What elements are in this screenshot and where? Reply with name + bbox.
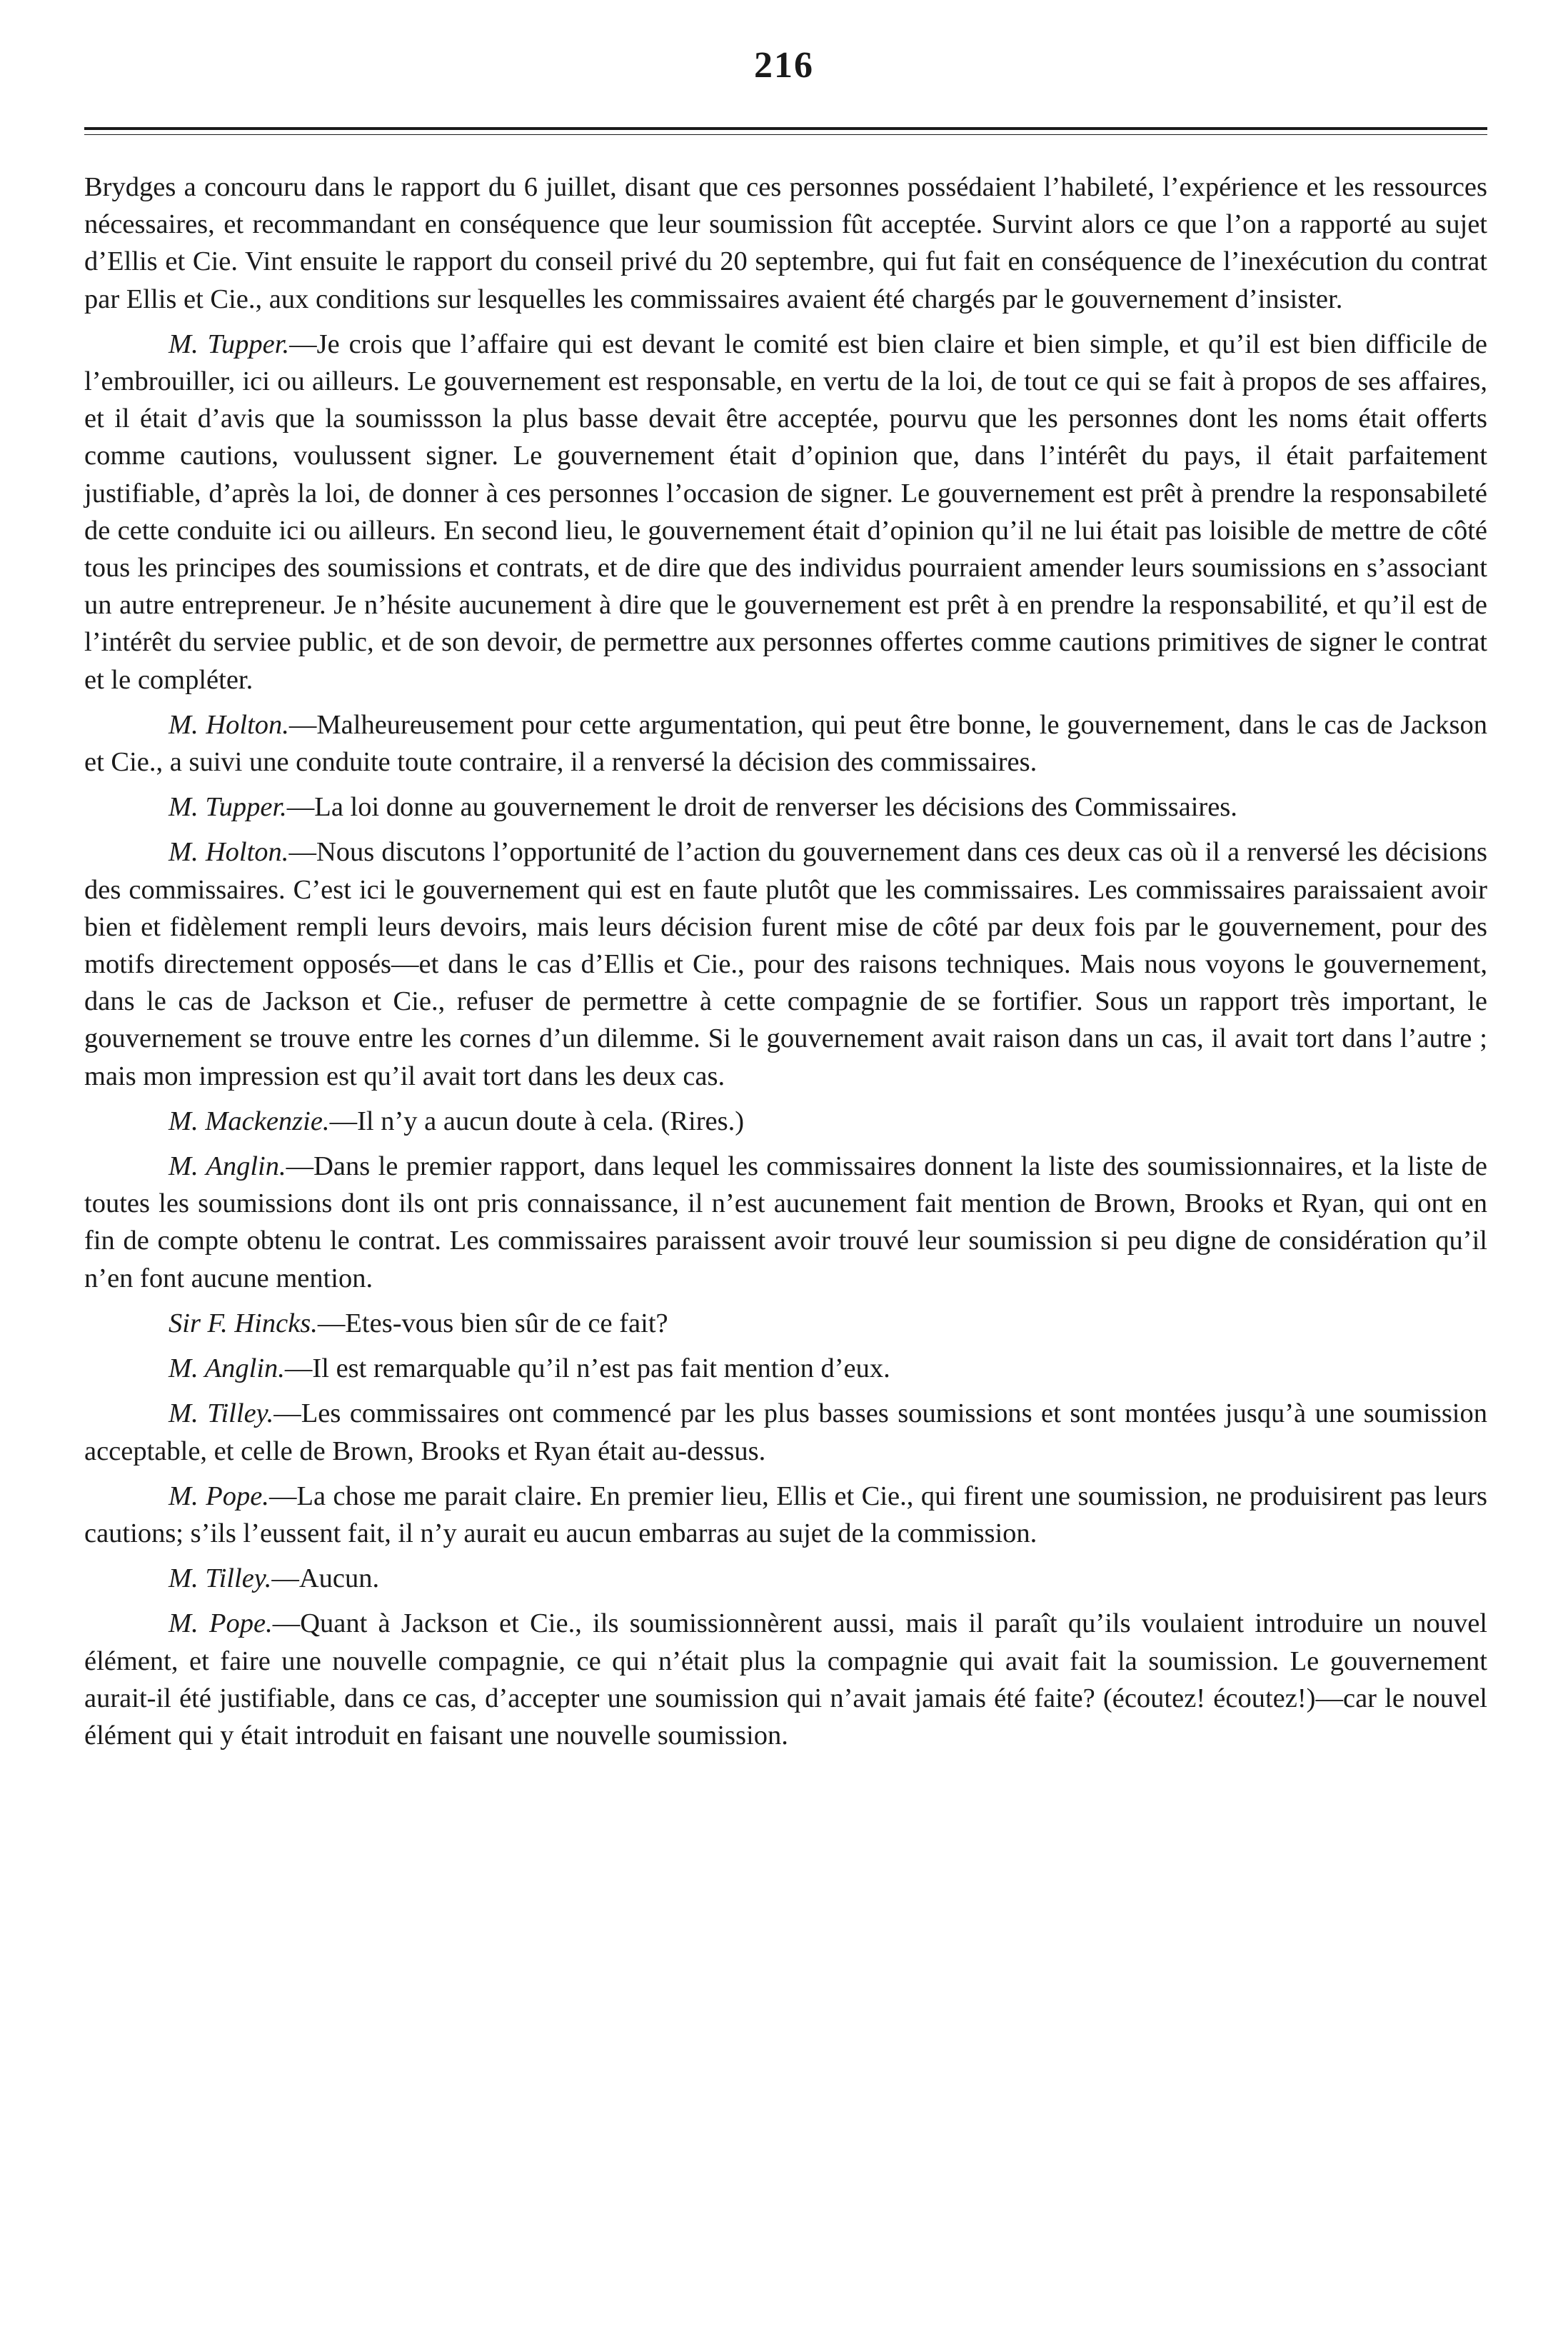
paragraph-text: —Nous discutons l’opportunité de l’action du gouvernement dans ces deux cas où il a renversé les décisions des commissaires. C’est ici le gouvernement qui est en faute plutôt que les commissaires. Les commissaires paraissaient avoir bien et fidèlement rempli leurs devoirs, mais leurs décision furent mise de côté par deux fois par le gouvernement, pour des motifs directement opposés—et dans le cas d’Ellis et Cie., pour des raisons techniques. Mais nous voyons le gouvernement, dans le cas de Jackson et Cie., refuser de permettre à cette compagnie de se fortifier. Sous un rapport très important, le gouvernement se trouve entre les cornes d’un dilemme. Si le gouvernement avait raison dans un cas, il avait tort dans l’autre ; mais mon impression est qu’il avait tort dans les deux cas. <box>84 837 1487 1091</box>
speaker-name: M. Holton. <box>169 837 289 868</box>
paragraph <box>84 788 1487 826</box>
paragraph <box>84 1305 1487 1342</box>
paragraph <box>84 1350 1487 1387</box>
paragraph <box>84 833 1487 1094</box>
paragraph <box>84 1103 1487 1140</box>
paragraph <box>84 1560 1487 1597</box>
speaker-name: M. Mackenzie. <box>169 1106 330 1136</box>
speaker-name: M. Pope. <box>169 1608 273 1639</box>
paragraph-text: —Dans le premier rapport, dans lequel les commissaires donnent la liste des soumissionnaires, et la liste de toutes les soumissions dont ils ont pris connaissance, il n’est aucunement fait mention de Brown, Brooks et Ryan, qui ont en fin de compte obtenu le contrat. Les commissaires paraissent avoir trouvé leur soumission si peu digne de considération qu’il n’en font aucune mention. <box>84 1151 1487 1293</box>
paragraph <box>84 706 1487 781</box>
header-rule-thin <box>84 134 1487 135</box>
body-text <box>84 169 1487 1762</box>
page-number: 216 <box>754 45 814 86</box>
paragraph-text: —Malheureusement pour cette argumentation, qui peut être bonne, le gouvernement, dans le cas de Jackson et Cie., a suivi une conduite toute contraire, il a renversé la décision des commissaires. <box>84 709 1487 778</box>
paragraph <box>84 1478 1487 1552</box>
paragraph-text: —Les commissaires ont commencé par les plus basses soumissions et sont montées jusqu’à une soumission acceptable, et celle de Brown, Brooks et Ryan était au-dessus. <box>84 1398 1487 1466</box>
speaker-name: M. Anglin. <box>169 1353 285 1384</box>
paragraph-text: —Aucun. <box>271 1563 380 1594</box>
paragraph-text: —Etes-vous bien sûr de ce fait? <box>317 1308 668 1338</box>
speaker-name: M. Tilley. <box>169 1563 272 1594</box>
paragraph <box>84 326 1487 698</box>
paragraph <box>84 169 1487 318</box>
paragraph <box>84 1395 1487 1469</box>
speaker-name: M. Holton. <box>169 709 289 740</box>
speaker-name: M. Tilley. <box>169 1398 274 1429</box>
paragraph-text: —Il est remarquable qu’il n’est pas fait mention d’eux. <box>284 1353 890 1384</box>
speaker-name: Sir F. Hincks. <box>169 1308 318 1338</box>
paragraph-text: —La loi donne au gouvernement le droit de renverser les décisions des Commissaires. <box>286 792 1237 823</box>
speaker-name: M. Tupper. <box>169 329 290 359</box>
paragraph <box>84 1148 1487 1297</box>
paragraph-text: —Il n’y a aucun doute à cela. (Rires.) <box>329 1106 745 1136</box>
paragraph-text: —Quant à Jackson et Cie., ils soumissionnèrent aussi, mais il paraît qu’ils voulaient introduire un nouvel élément, et faire une nouvelle compagnie, ce qui n’était plus la compagnie qui avait fait la soumission. Le gouvernement aurait-il été justifiable, dans ce cas, d’accepter une soumission qui n’avait jamais été faite? (écoutez! écoutez!)—car le nouvel élément qui y était introduit en faisant une nouvelle soumission. <box>84 1608 1487 1751</box>
paragraph-text: —La chose me parait claire. En premier lieu, Ellis et Cie., qui firent une soumission, ne produisirent pas leurs cautions; s’ils l’eussent fait, il n’y aurait eu aucun embarras au sujet de la commission. <box>84 1481 1487 1548</box>
paragraph-text: —Je crois que l’affaire qui est devant le comité est bien claire et bien simple, et qu’il est bien difficile de l’embrouiller, ici ou ailleurs. Le gouvernement est responsable, en vertu de la loi, de tout ce qui se fait à propos de ses affaires, et il était d’avis que la soumissson la plus basse devait être acceptée, pourvu que les personnes dont les noms était offerts comme cautions, voulussent signer. Le gouvernement était d’opinion que, dans l’intérêt du pays, il était parfaitement justifiable, d’après la loi, de donner à ces personnes l’occasion de signer. Le gouvernement est prêt à prendre la responsabileté de cette conduite ici ou ailleurs. En second lieu, le gouvernement était d’opinion qu’il ne lui était pas loisible de mettre de côté tous les principes des soumissions et contrats, et de dire que des individus pourraient amender leurs soumissions en s’associant un autre entrepreneur. Je n’hésite aucunement à dire que le gouvernement est prêt à en prendre la responsabilité, et qu’il est de l’intérêt du serviee public, et de son devoir, de permettre aux personnes offertes comme cautions primitives de signer le contrat et le compléter. <box>84 329 1487 695</box>
paragraph <box>84 1605 1487 1754</box>
speaker-name: M. Pope. <box>169 1481 269 1511</box>
speaker-name: M. Anglin. <box>169 1151 286 1182</box>
speaker-name: M. Tupper. <box>169 792 287 823</box>
header-rule <box>84 127 1487 130</box>
paragraph-text: Brydges a concouru dans le rapport du 6 juillet, disant que ces personnes possédaient l’habileté, l’expérience et les ressources nécessaires, et recommandant en conséquence que leur soumission fût acceptée. Survint alors ce que l’on a rapporté au sujet d’Ellis et Cie. Vint ensuite le rapport du conseil privé du 20 septembre, qui fut fait en conséquence de l’inexécution du contrat par Ellis et Cie., aux conditions sur lesquelles les commissaires avaient été chargés par le gouvernement d’insister. <box>84 172 1487 314</box>
